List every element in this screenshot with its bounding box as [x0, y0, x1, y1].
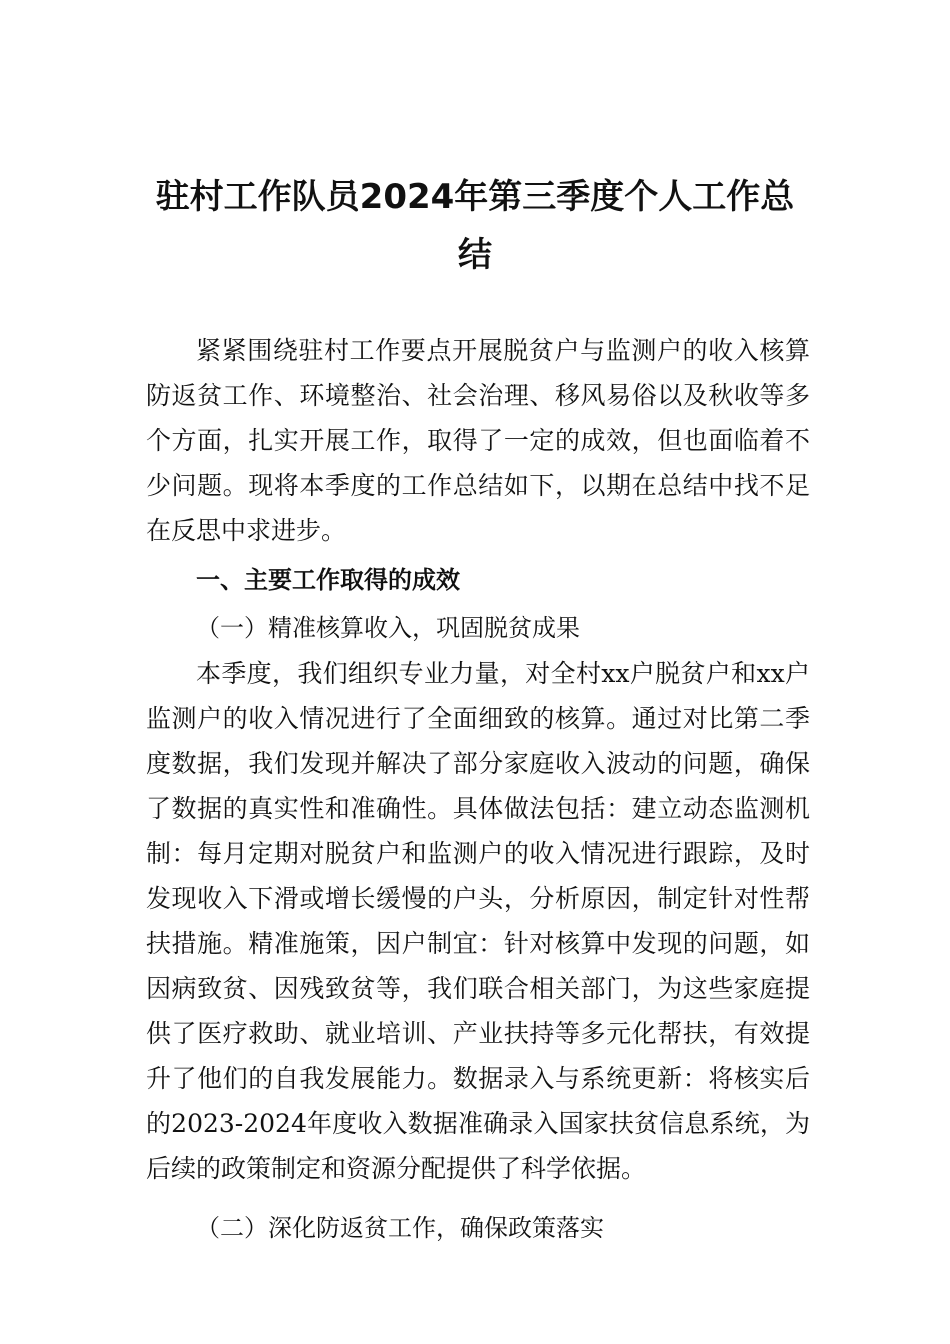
intro-paragraph: 紧紧围绕驻村工作要点开展脱贫户与监测户的收入核算防返贫工作、环境整治、社会治理、移风易俗以及秋收等多个方面，扎实开展工作，取得了一定的成效，但也面临着不少问题。现将本季度的工作总结如下，以期在总结中找不足在反思中求进步。 [146, 336, 810, 545]
document-body [146, 328, 810, 1251]
subsection-heading-2: （二）深化防返贫工作，确保政策落实 [196, 1214, 604, 1242]
subsection-heading-1: （一）精准核算收入，巩固脱贫成果 [196, 614, 580, 642]
document-title: 驻村工作队员2024年第三季度个人工作总结 [155, 177, 795, 275]
subsection-1-paragraph: 本季度，我们组织专业力量，对全村xx户脱贫户和xx户监测户的收入情况进行了全面细致的核算。通过对比第二季度数据，我们发现并解决了部分家庭收入波动的问题，确保了数据的真实性和准确性。具体做法包括：建立动态监测机制：每月定期对脱贫户和监测户的收入情况进行跟踪，及时发现收入下滑或增长缓慢的户头，分析原因，制定针对性帮扶措施。精准施策，因户制宜：针对核算中发现的问题，如因病致贫、因残致贫等，我们联合相关部门，为这些家庭提供了医疗救助、就业培训、产业扶持等多元化帮扶，有效提升了他们的自我发展能力。数据录入与系统更新：将核实后的2023-2024年度收入数据准确录入国家扶贫信息系统，为后续的政策制定和资源分配提供了科学依据。 [146, 659, 810, 1183]
section-heading-1: 一、主要工作取得的成效 [196, 566, 460, 594]
